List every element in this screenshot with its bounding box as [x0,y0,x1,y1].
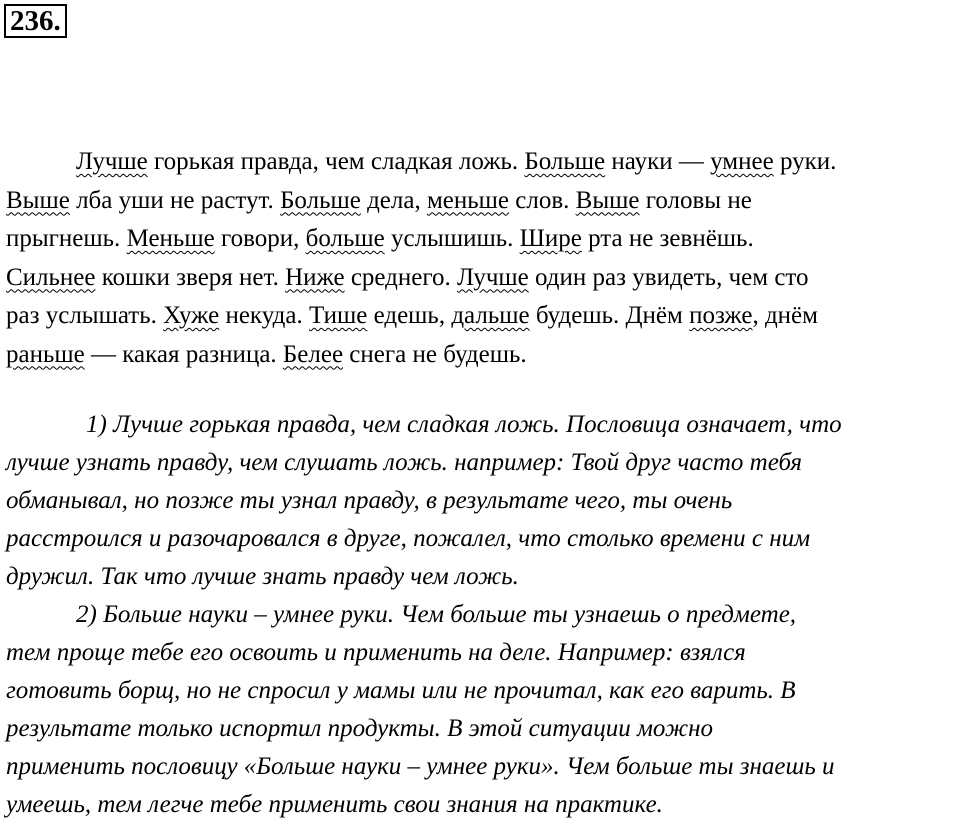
comparative-word: Хуже [163,302,220,329]
proverbs-paragraph [6,143,956,374]
comparative-word: Выше [6,186,70,214]
proverb-line [6,297,956,336]
answer-line: тем проще тебе его освоить и применить на деле. Например: взялся [6,639,746,666]
proverb-line [6,182,956,221]
proverb-text: будешь. Днём [529,302,690,329]
proverb-line [6,336,956,375]
comparative-word: Выше [575,186,640,214]
comparative-word: умнее [710,148,774,175]
comparative-word: Меньше [126,225,215,252]
proverb-text: дела, [360,186,427,214]
comparative-word: меньше [426,186,509,214]
proverb-text: — какая разница. [84,340,283,368]
comparative-word: раньше [6,340,85,368]
proverb-line [6,220,956,259]
proverb-text: один раз увидеть, чем сто [528,263,809,291]
proverb-line [6,143,956,182]
proverb-text: снега не будешь. [343,340,527,368]
comparative-word: Больше [280,186,361,214]
comparative-word: дальше [451,302,530,329]
proverb-text: рта не зевнёшь. [581,225,754,252]
comparative-word: позже [689,302,753,329]
proverb-text: горькая правда, чем сладкая ложь. [147,148,525,175]
comparative-word: Больше [524,148,606,175]
comparative-word: Шире [519,225,582,252]
answer-line: применить пословицу «Больше науки – умнее руки». Чем больше ты знаешь и [6,753,835,780]
proverb-text: говори, [214,225,306,252]
proverb-text: науки — [605,148,711,175]
exercise-number: 236. [4,4,67,38]
proverb-text: головы не [639,186,752,214]
comparative-word: Белее [282,340,344,368]
proverb-line [6,259,956,298]
answer-line: умеешь, тем легче тебе применить свои знания на практике. [6,791,663,818]
proverb-text: слов. [509,186,576,214]
comparative-word: Лучше [76,148,148,175]
proverb-text: среднего. [344,263,458,291]
answer-paragraphs [6,406,956,824]
answer-line: дружил. Так что лучше знать правду чем ложь. [6,563,519,590]
answer-line: 1) Лучше горькая правда, чем сладкая ложь. Пословица означает, что [86,411,842,438]
answer-line: 2) Больше науки – умнее руки. Чем больше ты узнаешь о предмете, [76,601,797,628]
comparative-word: Ниже [285,263,345,291]
answer-line: лучше узнать правду, чем слушать ложь. например: Твой друг часто тебя [6,449,803,476]
comparative-word: Сильнее [6,263,96,291]
proverb-text: лба уши не растут. [69,186,281,214]
comparative-word: больше [305,225,385,252]
answer-line: результате только испортил продукты. В этой ситуации можно [6,715,713,742]
proverb-text: прыгнешь. [6,225,127,252]
proverb-text: руки. [773,148,837,175]
comparative-word: Тише [308,302,368,329]
answer-line: обманывал, но позже ты узнал правду, в результате чего, ты очень [6,487,733,514]
comparative-word: Лучше [457,263,529,291]
proverb-text: раз услышать. [6,302,164,329]
proverb-text: услышишь. [384,225,520,252]
answer-line: готовить борщ, но не спросил у мамы или не прочитал, как его варить. В [6,677,796,704]
proverb-text: кошки зверя нет. [95,263,286,291]
answer-line: расстроился и разочаровался в друге, пожалел, что столько времени с ним [6,525,811,552]
proverb-text: едешь, [367,302,452,329]
proverb-text: , днём [752,302,818,329]
proverb-text: некуда. [219,302,309,329]
